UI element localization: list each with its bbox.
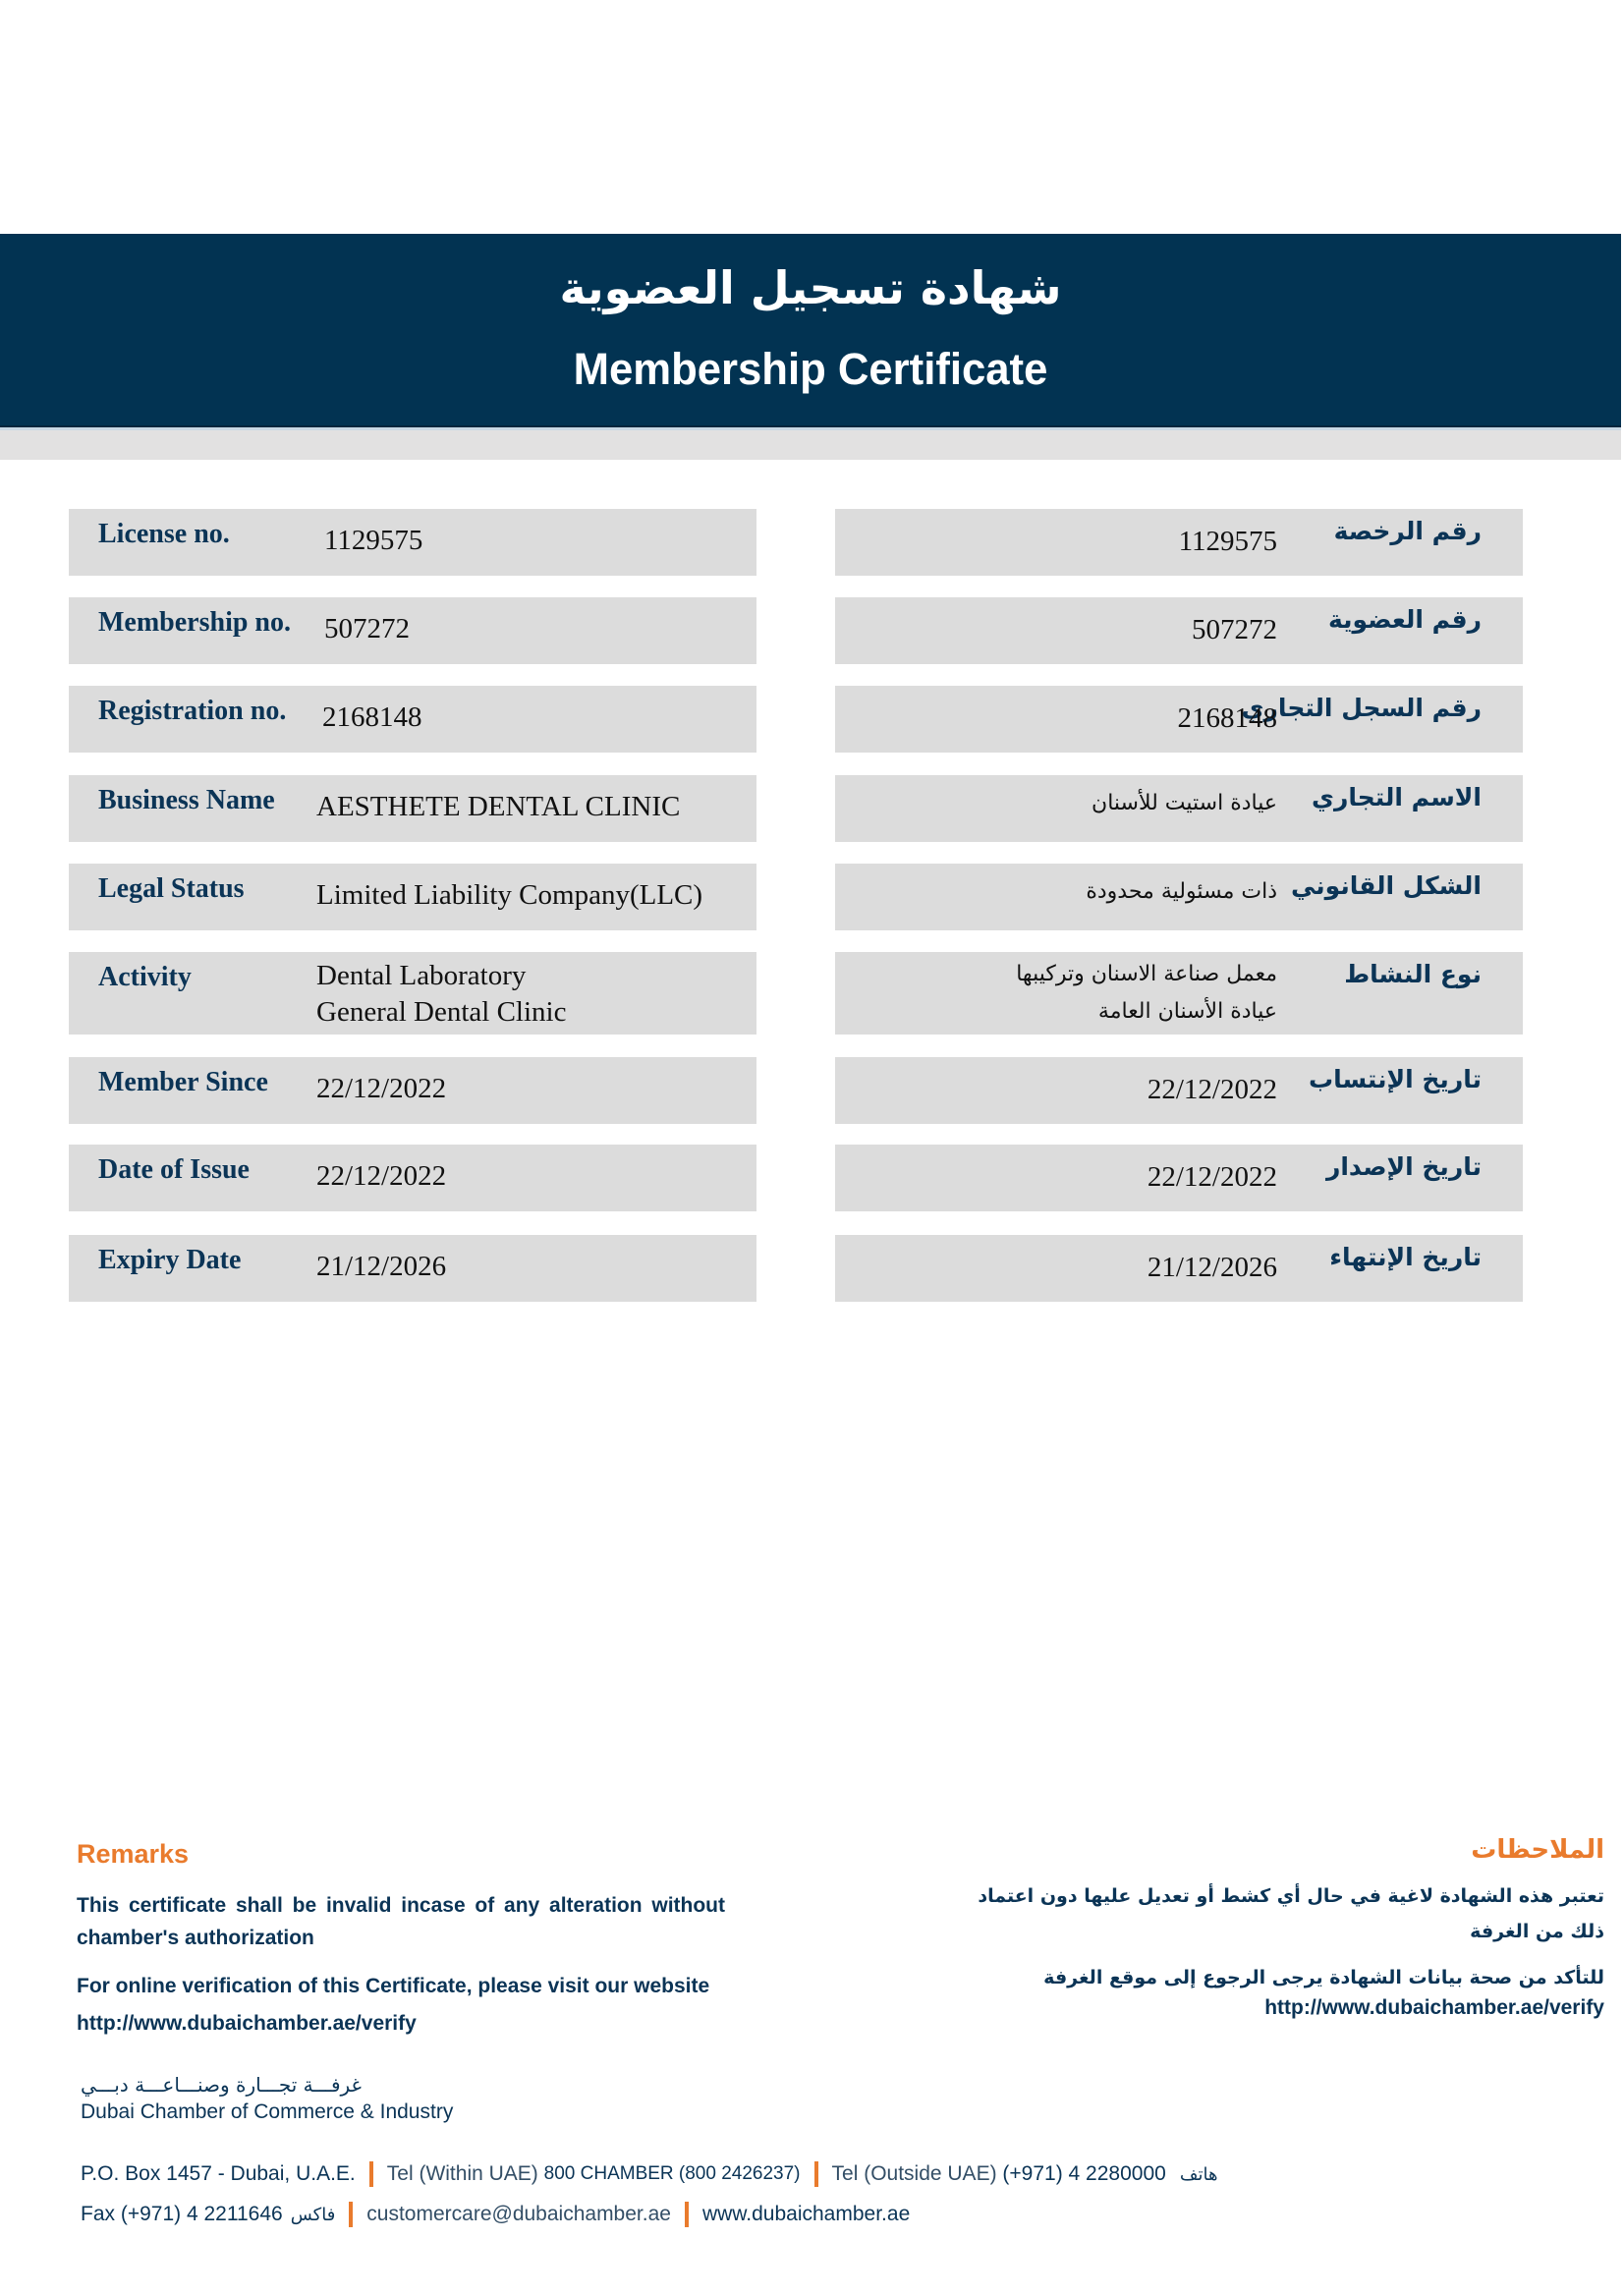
- field-activity-en: [69, 952, 756, 1035]
- remarks-verification-note: للتأكد من صحة بيانات الشهادة يرجى الرجوع إلى موقع الغرفة: [1043, 1967, 1604, 1988]
- field-value: 22/12/2022: [1147, 1161, 1277, 1193]
- field-value: 2168148: [1177, 702, 1277, 734]
- fax: Fax (+971) 4 2211646: [81, 2203, 283, 2225]
- field-label: رقم العضوية: [1328, 605, 1482, 634]
- title-arabic: شهادة تسجيل العضوية: [559, 261, 1062, 314]
- tel-within-value: 800 CHAMBER (800 2426237): [543, 2163, 801, 2184]
- field-date-of-issue-en: [69, 1145, 756, 1211]
- field-label: Member Since: [98, 1067, 268, 1097]
- certificate-header: [0, 234, 1621, 427]
- separator: [685, 2202, 689, 2227]
- field-label: Date of Issue: [98, 1154, 250, 1185]
- field-value: 21/12/2026: [316, 1251, 447, 1282]
- field-legal-status-ar: [835, 864, 1523, 930]
- title-english: Membership Certificate: [573, 344, 1048, 394]
- field-value: 1129575: [1178, 526, 1277, 557]
- field-license-ar: [835, 509, 1523, 576]
- tel-outside-label: Tel (Outside UAE): [831, 2162, 997, 2185]
- contact-line-2: [81, 2202, 910, 2227]
- field-value: 1129575: [324, 525, 423, 556]
- field-label: تاريخ الإنتساب: [1308, 1065, 1482, 1093]
- field-label: الشكل القانوني: [1290, 871, 1482, 900]
- field-member-since-en: [69, 1057, 756, 1124]
- remarks-english: [77, 1839, 784, 2043]
- field-value: 2168148: [322, 701, 422, 733]
- field-value: 22/12/2022: [316, 1073, 447, 1104]
- field-membership-ar: [835, 597, 1523, 664]
- org-name-english: Dubai Chamber of Commerce & Industry: [81, 2100, 454, 2123]
- field-label: License no.: [98, 519, 230, 549]
- remarks-invalid-note: This certificate shall be invalid incase of any alteration without chamber's authorization: [77, 1894, 725, 1949]
- remarks-heading: الملاحظات: [1471, 1835, 1604, 1865]
- field-expiry-date-ar: [835, 1235, 1523, 1302]
- field-label: Business Name: [98, 785, 275, 815]
- field-expiry-date-en: [69, 1235, 756, 1302]
- tel-arabic-label: هاتف: [1179, 2163, 1218, 2185]
- activity-line: عيادة الأسنان العامة: [1097, 999, 1277, 1024]
- field-label: تاريخ الإنتهاء: [1329, 1243, 1482, 1271]
- field-value: عيادة استيت للأسنان: [1092, 791, 1277, 815]
- field-value: ذات مسئولية محدودة: [1086, 879, 1277, 904]
- field-value: 22/12/2022: [1147, 1074, 1277, 1105]
- field-business-name-ar: [835, 775, 1523, 842]
- field-value: Limited Liability Company(LLC): [316, 879, 703, 911]
- email-link[interactable]: customercare@dubaichamber.ae: [366, 2203, 671, 2225]
- activity-line: Dental Laboratory: [316, 960, 527, 991]
- field-registration-ar: [835, 686, 1523, 753]
- org-name-arabic: غرفـــة تجـــارة وصنـــاعـــة دبـــي: [81, 2073, 363, 2097]
- field-date-of-issue-ar: [835, 1145, 1523, 1211]
- field-label: Expiry Date: [98, 1245, 242, 1275]
- website-link[interactable]: www.dubaichamber.ae: [701, 2203, 911, 2225]
- field-label: Legal Status: [98, 873, 245, 904]
- field-value: 22/12/2022: [316, 1160, 447, 1192]
- header-gray-strip: [0, 430, 1621, 460]
- remarks-arabic: [956, 1835, 1604, 2020]
- field-business-name-en: [69, 775, 756, 842]
- field-value: AESTHETE DENTAL CLINIC: [316, 791, 681, 822]
- verify-link[interactable]: http://www.dubaichamber.ae/verify: [1264, 1996, 1604, 2019]
- field-value: 507272: [1192, 614, 1277, 645]
- contact-line-1: [81, 2161, 1217, 2187]
- field-label: تاريخ الإصدار: [1325, 1152, 1482, 1181]
- po-box: P.O. Box 1457 - Dubai, U.A.E.: [81, 2162, 356, 2185]
- field-value: 507272: [324, 613, 410, 644]
- activity-line: General Dental Clinic: [316, 996, 567, 1028]
- tel-outside-value: (+971) 4 2280000: [1002, 2162, 1166, 2185]
- field-activity-ar: [835, 952, 1523, 1035]
- field-label: رقم السجل التجاري: [1241, 694, 1482, 722]
- field-license-en: [69, 509, 756, 576]
- remarks-heading: Remarks: [77, 1839, 190, 1869]
- field-label: Registration no.: [98, 696, 287, 726]
- remarks-invalid-note: تعتبر هذه الشهادة لاغية في حال أي كشط أو تعديل عليها دون اعتماد ذلك من الغرفة: [978, 1885, 1604, 1942]
- separator: [349, 2202, 353, 2227]
- separator: [814, 2161, 818, 2187]
- field-label: Membership no.: [98, 607, 291, 638]
- field-value: [316, 958, 566, 1031]
- tel-within-label: Tel (Within UAE): [386, 2162, 538, 2185]
- field-label: رقم الرخصة: [1333, 517, 1482, 545]
- chamber-logo: [81, 2073, 483, 2124]
- activity-line: معمل صناعة الاسنان وتركيبها: [1016, 962, 1277, 986]
- verify-link[interactable]: http://www.dubaichamber.ae/verify: [77, 2012, 417, 2035]
- field-membership-en: [69, 597, 756, 664]
- field-value: [1016, 956, 1277, 1031]
- field-value: 21/12/2026: [1147, 1252, 1277, 1283]
- field-label: Activity: [98, 962, 192, 992]
- field-label: الاسم التجاري: [1312, 783, 1482, 812]
- field-member-since-ar: [835, 1057, 1523, 1124]
- remarks-verification-note: For online verification of this Certificate, please visit our website: [77, 1975, 710, 1997]
- fax-arabic-label: فاكس: [290, 2204, 336, 2225]
- field-label: نوع النشاط: [1344, 960, 1482, 988]
- field-legal-status-en: [69, 864, 756, 930]
- separator: [369, 2161, 373, 2187]
- field-registration-en: [69, 686, 756, 753]
